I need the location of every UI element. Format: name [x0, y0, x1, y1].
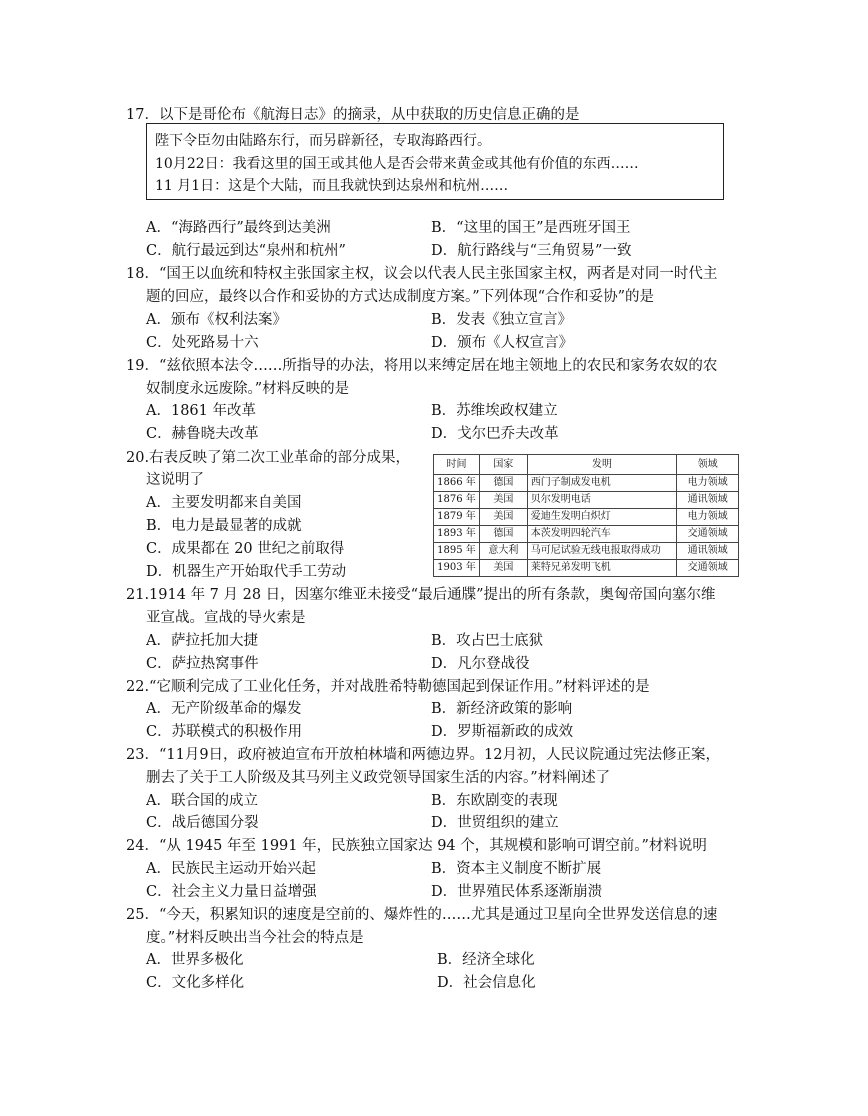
question-21-option-c[interactable]: C．萨拉热窝事件 — [146, 656, 259, 672]
question-19-option-c[interactable]: C．赫鲁晓夫改革 — [146, 426, 259, 442]
table-cell: 1903 年 — [434, 560, 480, 577]
question-17-option-c[interactable]: C．航行最远到达“泉州和杭州” — [146, 243, 346, 259]
question-21-option-b[interactable]: B．攻占巴士底狱 — [431, 633, 544, 649]
table-cell: 1866 年 — [434, 475, 480, 492]
table-header-cell: 时间 — [434, 455, 480, 475]
question-25-stem: 25．“今天，积累知识的速度是空前的、爆炸性的……尤其是通过卫星向全世界发送信息的速 — [126, 907, 718, 923]
question-25-option-c[interactable]: C．文化多样化 — [146, 975, 245, 991]
table-cell: 马可尼试验无线电报取得成功 — [527, 543, 677, 560]
question-17-option-b[interactable]: B．“这里的国王”是西班牙国王 — [431, 220, 631, 236]
question-21-stem-cont: 亚宣战。宣战的导火索是 — [146, 610, 306, 626]
table-cell: 交通领域 — [677, 560, 739, 577]
question-17-stem: 17．以下是哥伦布《航海日志》的摘录，从中获取的历史信息正确的是 — [126, 107, 580, 123]
question-20-stem-cont: 这说明了 — [146, 472, 204, 488]
table-cell: 德国 — [479, 526, 527, 543]
question-19-option-b[interactable]: B．苏维埃政权建立 — [431, 403, 558, 419]
table-cell: 1879 年 — [434, 509, 480, 526]
quote-line-2: 10月22日：我看这里的国王或其他人是否会带来黄金或其他有价值的东西…… — [155, 156, 639, 172]
question-23-stem-cont: 删去了关于工人阶级及其马列主义政党领导国家生活的内容。”材料阐述了 — [146, 770, 611, 786]
table-header-cell: 领域 — [677, 455, 739, 475]
question-18-option-c[interactable]: C．处死路易十六 — [146, 335, 259, 351]
question-19-stem-cont: 奴制度永远废除。”材料反映的是 — [146, 381, 350, 397]
table-row — [434, 543, 739, 560]
table-cell: 1895 年 — [434, 543, 480, 560]
table-cell: 西门子制成发电机 — [527, 475, 677, 492]
invention-table — [433, 454, 739, 577]
question-18-stem: 18．“国王以血统和特权主张国家主权，议会以代表人民主张国家主权，两者是对同一时代主 — [126, 266, 718, 282]
table-row — [434, 492, 739, 509]
question-25-stem-cont: 度。”材料反映出当今社会的特点是 — [146, 930, 364, 946]
table-row — [434, 509, 739, 526]
table-row — [434, 526, 739, 543]
question-20-option-c[interactable]: C．成果都在 20 世纪之前取得 — [146, 541, 345, 557]
question-23-option-a[interactable]: A．联合国的成立 — [146, 793, 258, 809]
question-20-stem: 20.右表反映了第二次工业革命的部分成果， — [126, 450, 411, 466]
question-18-option-a[interactable]: A．颁布《权利法案》 — [146, 312, 287, 328]
table-cell: 交通领域 — [677, 526, 739, 543]
table-cell: 美国 — [479, 509, 527, 526]
question-24-stem: 24．“从 1945 年至 1991 年，民族独立国家达 94 个，其规模和影响可谓空前。”材料说明 — [126, 838, 707, 854]
table-cell: 电力领域 — [677, 475, 739, 492]
table-cell: 德国 — [479, 475, 527, 492]
table-cell: 贝尔发明电话 — [527, 492, 677, 509]
question-17-option-a[interactable]: A．“海路西行”最终到达美洲 — [146, 220, 331, 236]
question-22-option-c[interactable]: C．苏联模式的积极作用 — [146, 724, 303, 740]
question-23-option-d[interactable]: D．世贸组织的建立 — [431, 815, 559, 831]
question-22-option-b[interactable]: B．新经济政策的影响 — [431, 701, 573, 717]
question-23-option-b[interactable]: B．东欧剧变的表现 — [431, 793, 558, 809]
question-24-option-a[interactable]: A．民族民主运动开始兴起 — [146, 861, 316, 877]
question-20-option-a[interactable]: A．主要发明都来自美国 — [146, 495, 302, 511]
question-22-stem: 22.“它顺利完成了工业化任务，并对战胜希特勒德国起到保证作用。”材料评述的是 — [126, 679, 650, 695]
question-21-stem: 21.1914 年 7 月 28 日，因塞尔维亚未接受“最后通牒”提出的所有条款，奥匈帝国向塞尔维 — [126, 587, 716, 603]
question-25-option-d[interactable]: D．社会信息化 — [437, 975, 536, 991]
question-25-option-a[interactable]: A．世界多极化 — [146, 952, 244, 968]
question-19-option-d[interactable]: D．戈尔巴乔夫改革 — [431, 426, 559, 442]
question-17-quote-box — [146, 123, 724, 200]
question-18-option-b[interactable]: B．发表《独立宣言》 — [431, 312, 573, 328]
question-24-option-b[interactable]: B．资本主义制度不断扩展 — [431, 861, 602, 877]
question-23-stem: 23．“11月9日，政府被迫宣布开放柏林墙和两德边界。12月初，人民议院通过宪法修正案， — [126, 747, 720, 763]
table-row — [434, 560, 739, 577]
table-header-cell: 国家 — [479, 455, 527, 475]
question-21-option-a[interactable]: A．萨拉托加大捷 — [146, 633, 258, 649]
table-header-cell: 发明 — [527, 455, 677, 475]
table-cell: 莱特兄弟发明飞机 — [527, 560, 677, 577]
question-24-option-c[interactable]: C．社会主义力量日益增强 — [146, 884, 317, 900]
question-18-stem-cont: 题的回应，最终以合作和妥协的方式达成制度方案。”下列体现“合作和妥协”的是 — [146, 289, 654, 305]
table-cell: 通讯领域 — [677, 543, 739, 560]
table-row — [434, 475, 739, 492]
question-19-option-a[interactable]: A．1861 年改革 — [146, 403, 256, 419]
question-17-option-d[interactable]: D．航行路线与“三角贸易”一致 — [431, 243, 632, 259]
question-23-option-c[interactable]: C．战后德国分裂 — [146, 815, 259, 831]
table-cell: 1893 年 — [434, 526, 480, 543]
quote-line-3: 11 月1日：这是个大陆，而且我就快到达泉州和杭州…… — [155, 178, 509, 194]
question-21-option-d[interactable]: D．凡尔登战役 — [431, 656, 530, 672]
table-cell: 爱迪生发明白炽灯 — [527, 509, 677, 526]
question-20-option-b[interactable]: B．电力是最显著的成就 — [146, 518, 302, 534]
question-25-option-b[interactable]: B．经济全球化 — [437, 952, 535, 968]
question-22-option-d[interactable]: D．罗斯福新政的成效 — [431, 724, 574, 740]
table-cell: 1876 年 — [434, 492, 480, 509]
quote-line-1: 陛下令臣勿由陆路东行，而另辟新径，专取海路西行。 — [155, 133, 491, 149]
question-22-option-a[interactable]: A．无产阶级革命的爆发 — [146, 701, 302, 717]
question-19-stem: 19．“兹依照本法令……所指导的办法，将用以来缚定居在地主领地上的农民和家务农奴的农 — [126, 358, 718, 374]
table-cell: 电力领域 — [677, 509, 739, 526]
table-cell: 本茨发明四轮汽车 — [527, 526, 677, 543]
table-cell: 美国 — [479, 492, 527, 509]
question-24-option-d[interactable]: D．世界殖民体系逐渐崩溃 — [431, 884, 603, 900]
question-20-option-d[interactable]: D．机器生产开始取代手工劳动 — [146, 564, 347, 580]
table-cell: 意大利 — [479, 543, 527, 560]
table-cell: 通讯领域 — [677, 492, 739, 509]
table-header-row — [434, 455, 739, 475]
table-cell: 美国 — [479, 560, 527, 577]
question-18-option-d[interactable]: D．颁布《人权宣言》 — [431, 335, 574, 351]
